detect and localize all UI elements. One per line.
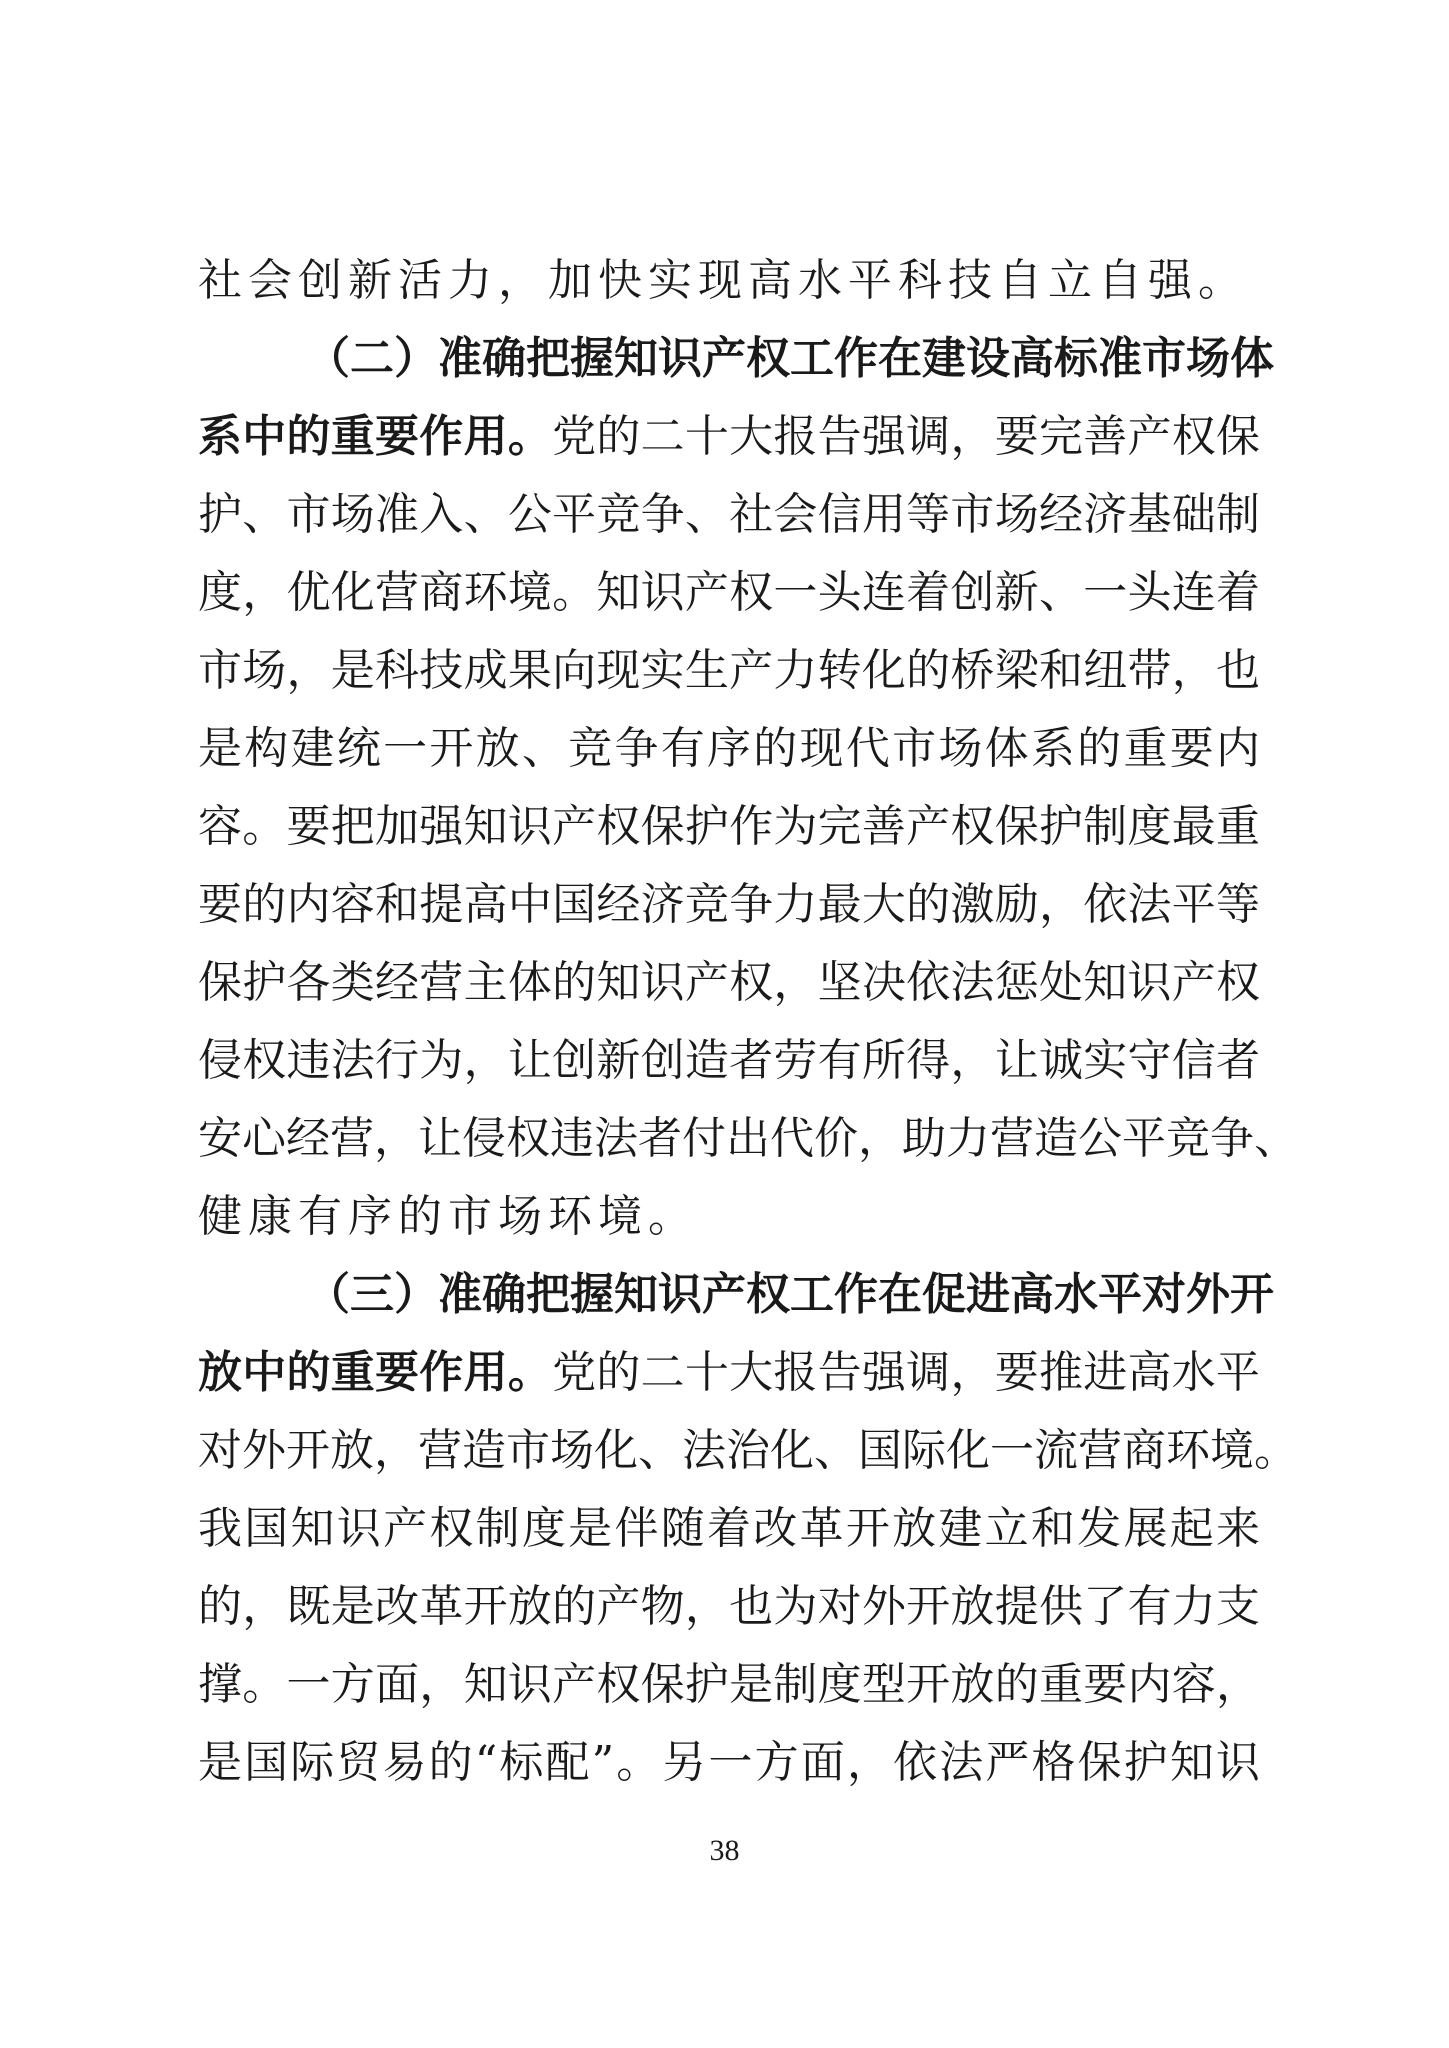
text-line [198, 1100, 1298, 1178]
text-line [198, 554, 1260, 632]
text-line [198, 1490, 1260, 1568]
body-text-span: 要的内容和提高中国经济竞争力最大的激励，依法平等 [198, 879, 1260, 930]
bold-heading-text: （三）准确把握知识产权工作在促进高水平对外开 [306, 1269, 1274, 1320]
text-line [198, 944, 1260, 1022]
body-text-span: 护、市场准入、公平竞争、社会信用等市场经济基础制 [198, 489, 1260, 540]
bold-heading-text: （二）准确把握知识产权工作在建设高标准市场体 [306, 333, 1274, 384]
body-text-span: 容。要把加强知识产权保护作为完善产权保护制度最重 [198, 801, 1260, 852]
text-line [198, 1724, 1260, 1802]
text-line [198, 788, 1260, 866]
body-text-span: 是国际贸易的“标配”。另一方面，依法严格保护知识 [198, 1737, 1260, 1788]
body-text-span: 的，既是改革开放的产物，也为对外开放提供了有力支 [198, 1581, 1260, 1632]
body-text-span: 侵权违法行为，让创新创造者劳有所得，让诚实守信者 [198, 1035, 1260, 1086]
text-line [198, 632, 1260, 710]
body-text-span: 党的二十大报告强调，要完善产权保 [552, 411, 1261, 462]
text-line [198, 1022, 1260, 1100]
text-line [198, 398, 1260, 476]
body-text-span: 度，优化营商环境。知识产权一头连着创新、一头连着 [198, 567, 1260, 618]
text-line [198, 1256, 1274, 1334]
text-line [198, 1646, 1260, 1724]
text-line [198, 1412, 1298, 1490]
text-line [198, 476, 1260, 554]
text-line [198, 710, 1260, 788]
bold-heading-text: 系中的重要作用。 [198, 411, 553, 462]
text-line [198, 1568, 1260, 1646]
text-line [198, 1334, 1260, 1412]
body-text-span: 对外开放，营造市场化、法治化、国际化一流营商环境。 [198, 1425, 1298, 1476]
text-line [198, 320, 1274, 398]
body-text-span: 健康有序的市场环境。 [198, 1191, 698, 1242]
body-text-span: 保护各类经营主体的知识产权，坚决依法惩处知识产权 [198, 957, 1260, 1008]
body-text-span: 是构建统一开放、竞争有序的现代市场体系的重要内 [198, 723, 1260, 774]
text-line [198, 866, 1260, 944]
bold-heading-text: 放中的重要作用。 [198, 1347, 553, 1398]
body-text-span: 我国知识产权制度是伴随着改革开放建立和发展起来 [198, 1503, 1260, 1554]
body-text-span: 社会创新活力，加快实现高水平科技自立自强。 [198, 255, 1248, 306]
text-line [198, 242, 1260, 320]
body-text-span: 撑。一方面，知识产权保护是制度型开放的重要内容， [198, 1659, 1260, 1710]
page-number: 38 [709, 1834, 740, 1867]
body-text-span: 党的二十大报告强调，要推进高水平 [552, 1347, 1261, 1398]
body-text [198, 242, 1298, 1802]
text-line [198, 1178, 1260, 1256]
body-text-span: 安心经营，让侵权违法者付出代价，助力营造公平竞争、 [198, 1113, 1298, 1164]
body-text-span: 市场，是科技成果向现实生产力转化的桥梁和纽带，也 [198, 645, 1260, 696]
